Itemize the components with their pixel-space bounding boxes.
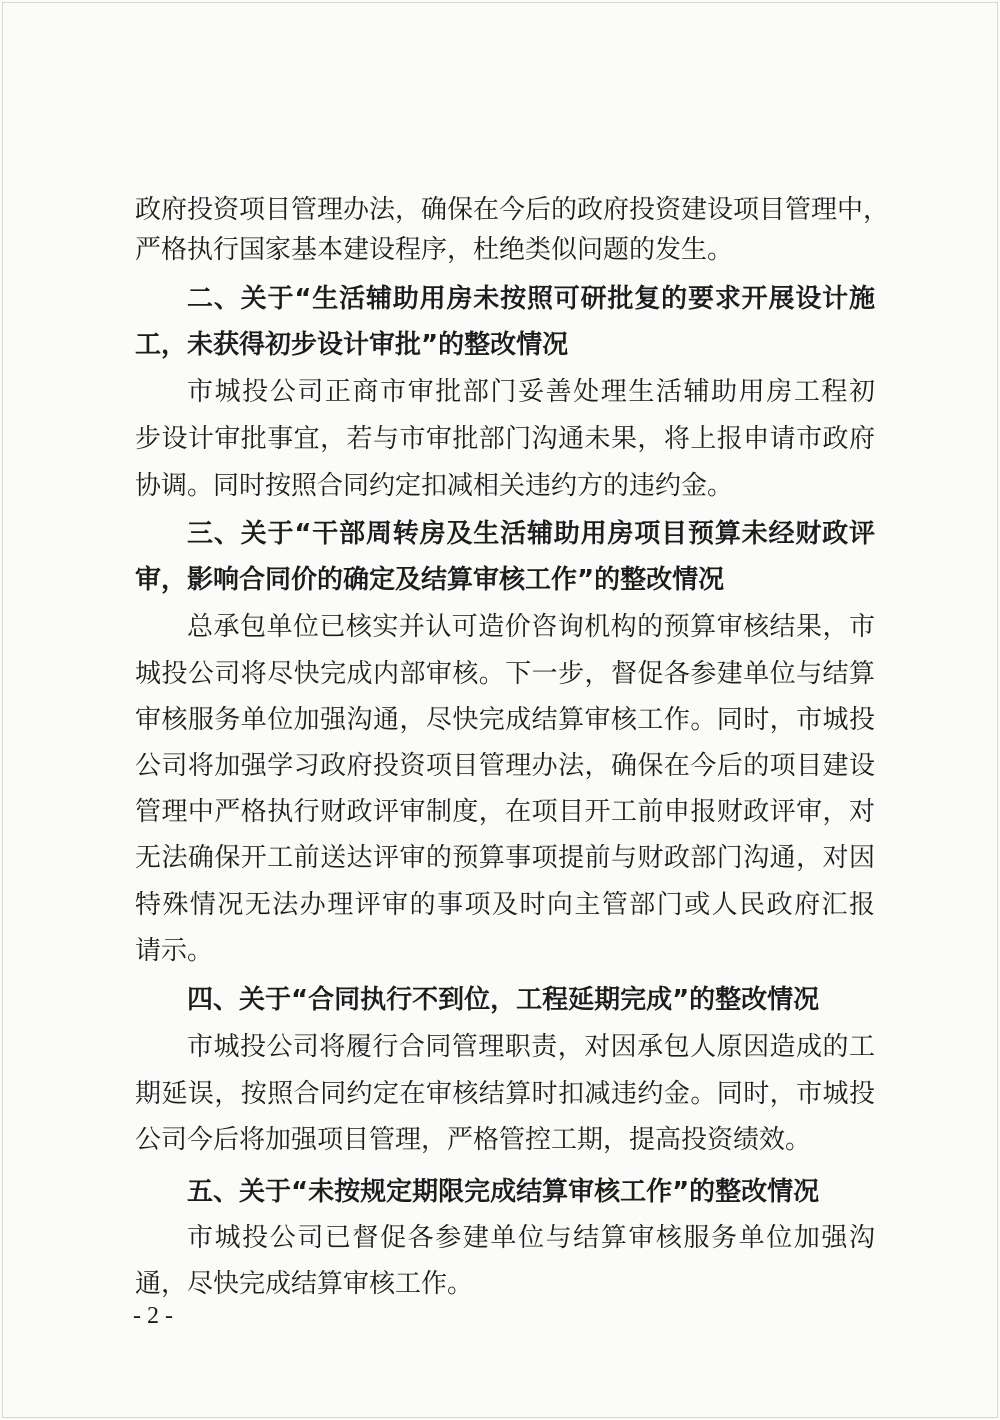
section-heading-line: 四、关于“合同执行不到位，工程延期完成”的整改情况 — [187, 985, 820, 1015]
section-heading-line: 工，未获得初步设计审批”的整改情况 — [135, 330, 569, 360]
paragraph-line: 政府投资项目管理办法，确保在今后的政府投资建设项目管理中， — [135, 195, 890, 225]
paragraph-line: 通，尽快完成结算审核工作。 — [135, 1269, 474, 1299]
paragraph-line: 协调。同时按照合同约定扣减相关违约方的违约金。 — [135, 471, 734, 501]
paragraph-line: 公司今后将加强项目管理，严格管控工期，提高投资绩效。 — [135, 1125, 812, 1155]
paragraph-line: 公司将加强学习政府投资项目管理办法，确保在今后的项目建设 — [135, 751, 875, 781]
paragraph-line: 管理中严格执行财政评审制度，在项目开工前申报财政评审，对 — [135, 797, 875, 827]
paragraph-line: 市城投公司将履行合同管理职责，对因承包人原因造成的工 — [187, 1032, 875, 1062]
paragraph-line: 市城投公司正商市审批部门妥善处理生活辅助用房工程初 — [187, 377, 875, 407]
page-number: - 2 - — [133, 1303, 173, 1329]
section-heading-line: 三、关于“干部周转房及生活辅助用房项目预算未经财政评 — [187, 519, 875, 549]
section-heading-line: 审，影响合同价的确定及结算审核工作”的整改情况 — [135, 565, 725, 595]
paragraph-line: 总承包单位已核实并认可造价咨询机构的预算审核结果，市 — [187, 612, 875, 642]
section-heading-line: 二、关于“生活辅助用房未按照可研批复的要求开展设计施 — [187, 284, 875, 314]
paragraph-line: 无法确保开工前送达评审的预算事项提前与财政部门沟通，对因 — [135, 843, 875, 873]
paragraph-line: 严格执行国家基本建设程序，杜绝类似问题的发生。 — [135, 235, 734, 265]
paragraph-line: 步设计审批事宜，若与市审批部门沟通未果，将上报申请市政府 — [135, 424, 875, 454]
paragraph-line: 市城投公司已督促各参建单位与结算审核服务单位加强沟 — [187, 1223, 875, 1253]
paragraph-line: 期延误，按照合同约定在审核结算时扣减违约金。同时，市城投 — [135, 1079, 875, 1109]
paragraph-line: 审核服务单位加强沟通，尽快完成结算审核工作。同时，市城投 — [135, 705, 875, 735]
paragraph-line: 请示。 — [135, 936, 214, 966]
paragraph-line: 特殊情况无法办理评审的事项及时向主管部门或人民政府汇报 — [135, 890, 875, 920]
section-heading-line: 五、关于“未按规定期限完成结算审核工作”的整改情况 — [187, 1177, 820, 1207]
paragraph-line: 城投公司将尽快完成内部审核。下一步，督促各参建单位与结算 — [135, 659, 875, 689]
